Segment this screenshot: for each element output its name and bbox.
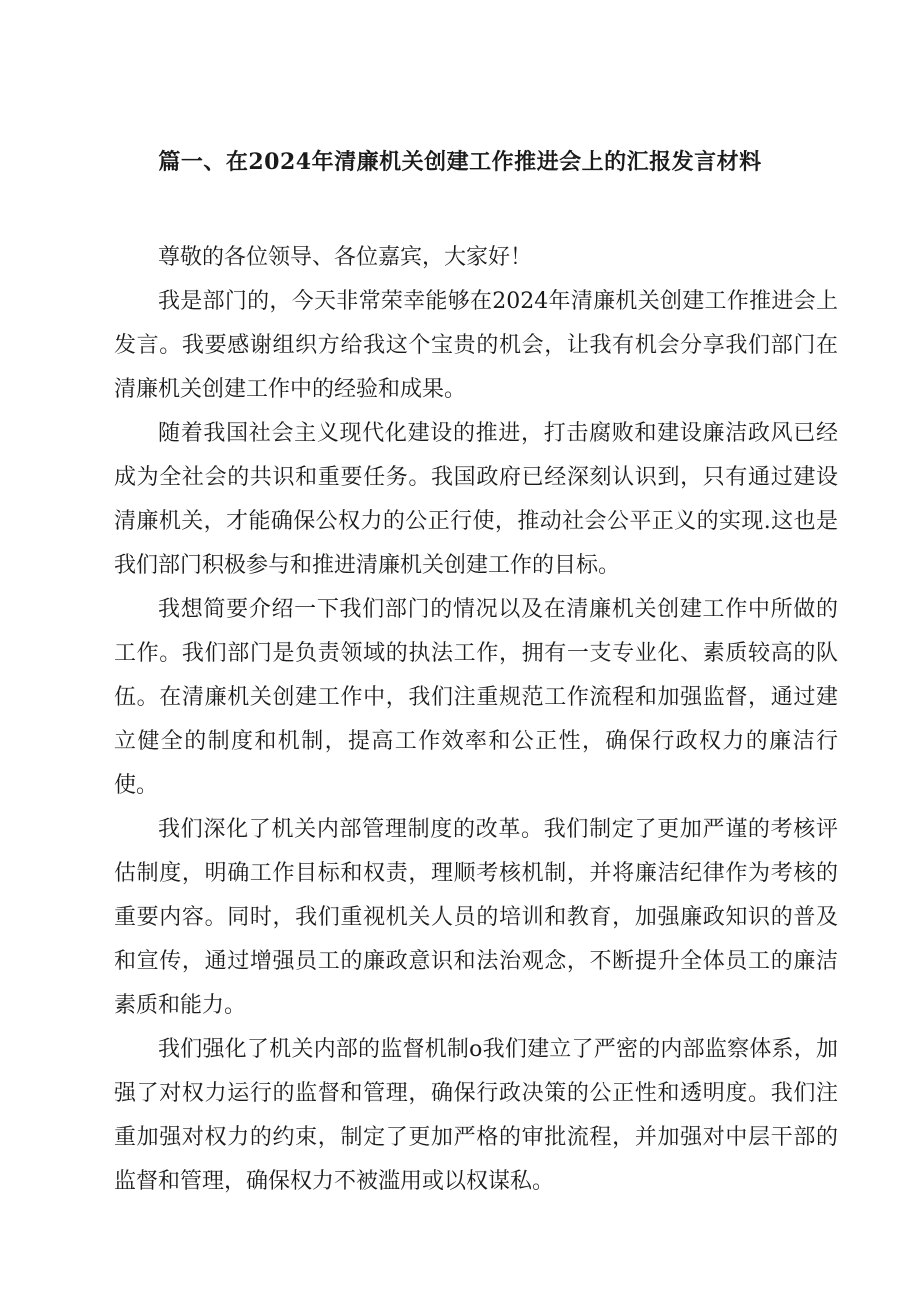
paragraph-introduction: 我是部门的，今天非常荣幸能够在2024年清廉机关创建工作推进会上发言。我要感谢组织方给我这个宝贵的机会，让我有机会分享我们部门在清廉机关创建工作中的经验和成果。 bbox=[114, 289, 838, 402]
paragraph-department-overview: 我想简要介绍一下我们部门的情况以及在清廉机关创建工作中所做的工作。我们部门是负责领域的执法工作，拥有一支专业化、素质较高的队伍。在清廉机关创建工作中，我们注重规范工作流程和加强监督，通过建立健全的制度和机制，提高工作效率和公正性，确保行政权力的廉洁行使。 bbox=[114, 597, 838, 798]
document-title: 篇一、在2024年清廉机关创建工作推进会上的汇报发言材料 bbox=[158, 149, 762, 175]
paragraph-management-reform: 我们深化了机关内部管理制度的改革。我们制定了更加严谨的考核评估制度，明确工作目标和权责，理顺考核机制，并将廉洁纪律作为考核的重要内容。同时，我们重视机关人员的培训和教育，加强廉政知识的普及和宣传，通过增强员工的廉政意识和法治观念，不断提升全体员工的廉洁素质和能力。 bbox=[114, 817, 838, 1018]
document-body bbox=[114, 236, 838, 1204]
paragraph-greeting: 尊敬的各位领导、各位嘉宾，大家好！ bbox=[158, 245, 533, 270]
paragraph-supervision-mechanism: 我们强化了机关内部的监督机制o我们建立了严密的内部监察体系，加强了对权力运行的监督和管理，确保行政决策的公正性和透明度。我们注重加强对权力的约束，制定了更加严格的审批流程，并加强对中层干部的监督和管理，确保权力不被滥用或以权谋私。 bbox=[114, 1037, 838, 1194]
paragraph-background: 随着我国社会主义现代化建设的推进，打击腐败和建设廉洁政风已经成为全社会的共识和重要任务。我国政府已经深刻认识到，只有通过建设清廉机关，才能确保公权力的公正行使，推动社会公平正义的实现.这也是我们部门积极参与和推进清廉机关创建工作的目标。 bbox=[114, 421, 838, 578]
